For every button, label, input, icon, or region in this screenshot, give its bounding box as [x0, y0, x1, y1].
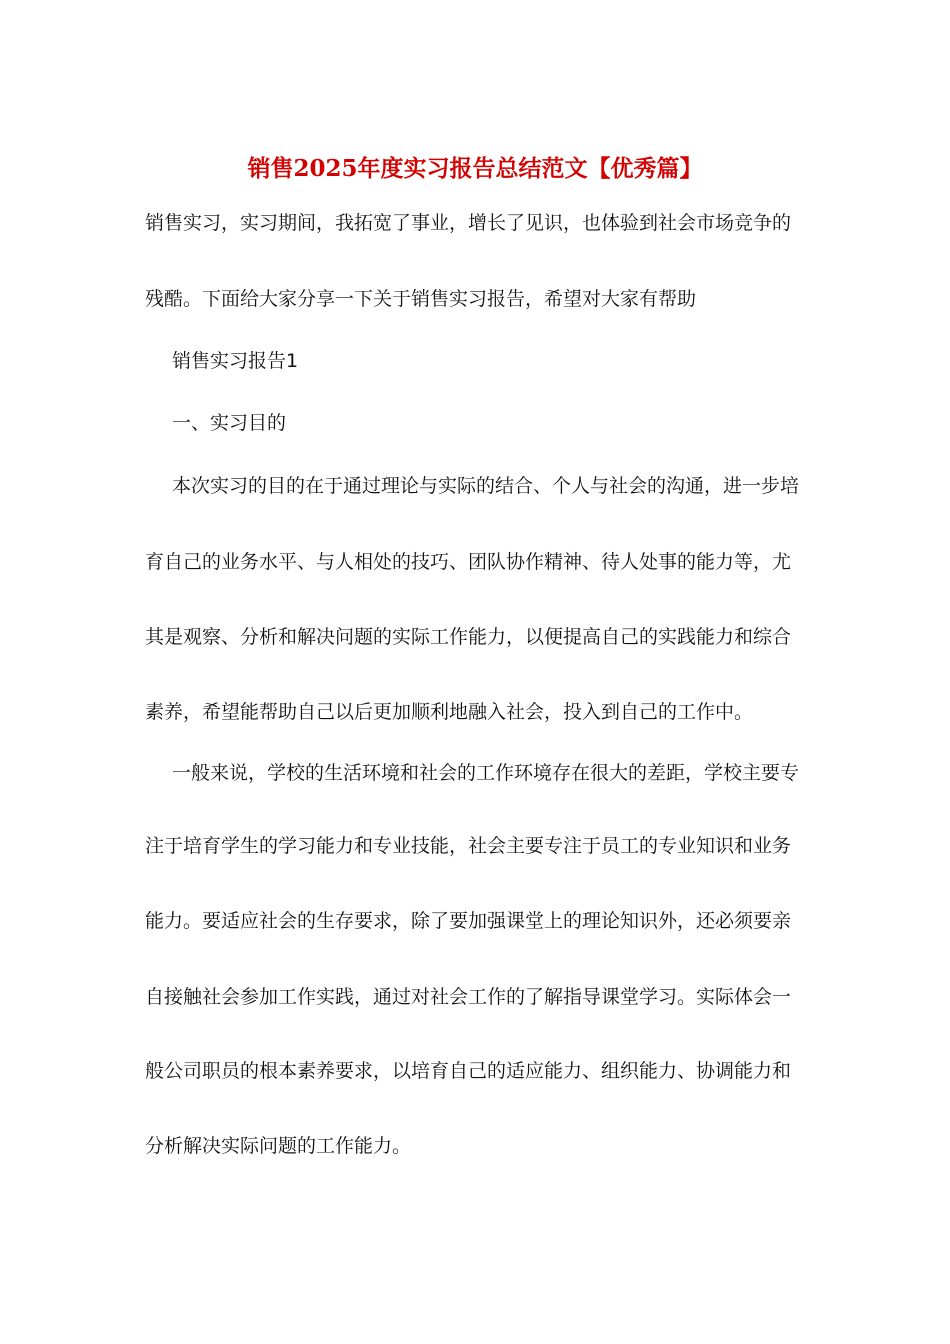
document-title: 销售2025年度实习报告总结范文【优秀篇】 [247, 155, 703, 182]
subsection-heading: 一、实习目的 [172, 412, 287, 434]
body-line: 一般来说，学校的生活环境和社会的工作环境存在很大的差距，学校主要专 [172, 762, 800, 784]
body-line: 自接触社会参加工作实践，通过对社会工作的了解指导课堂学习。实际体会一 [145, 986, 792, 1008]
body-line: 能力。要适应社会的生存要求，除了要加强课堂上的理论知识外，还必须要亲 [145, 910, 792, 932]
body-line: 残酷。下面给大家分享一下关于销售实习报告，希望对大家有帮助 [145, 288, 697, 310]
body-line: 销售实习，实习期间，我拓宽了事业，增长了见识，也体验到社会市场竞争的 [145, 212, 792, 234]
body-line: 注于培育学生的学习能力和专业技能，社会主要专注于员工的专业知识和业务 [145, 835, 792, 857]
section-heading: 销售实习报告1 [172, 350, 299, 372]
body-line: 其是观察、分析和解决问题的实际工作能力，以便提高自己的实践能力和综合 [145, 626, 792, 648]
body-line: 育自己的业务水平、与人相处的技巧、团队协作精神、待人处事的能力等，尤 [145, 551, 792, 573]
body-line: 本次实习的目的在于通过理论与实际的结合、个人与社会的沟通，进一步培 [172, 475, 800, 497]
body-line: 素养，希望能帮助自己以后更加顺利地融入社会，投入到自己的工作中。 [145, 701, 754, 723]
body-line: 分析解决实际问题的工作能力。 [145, 1135, 412, 1157]
body-line: 般公司职员的根本素养要求，以培育自己的适应能力、组织能力、协调能力和 [145, 1060, 792, 1082]
